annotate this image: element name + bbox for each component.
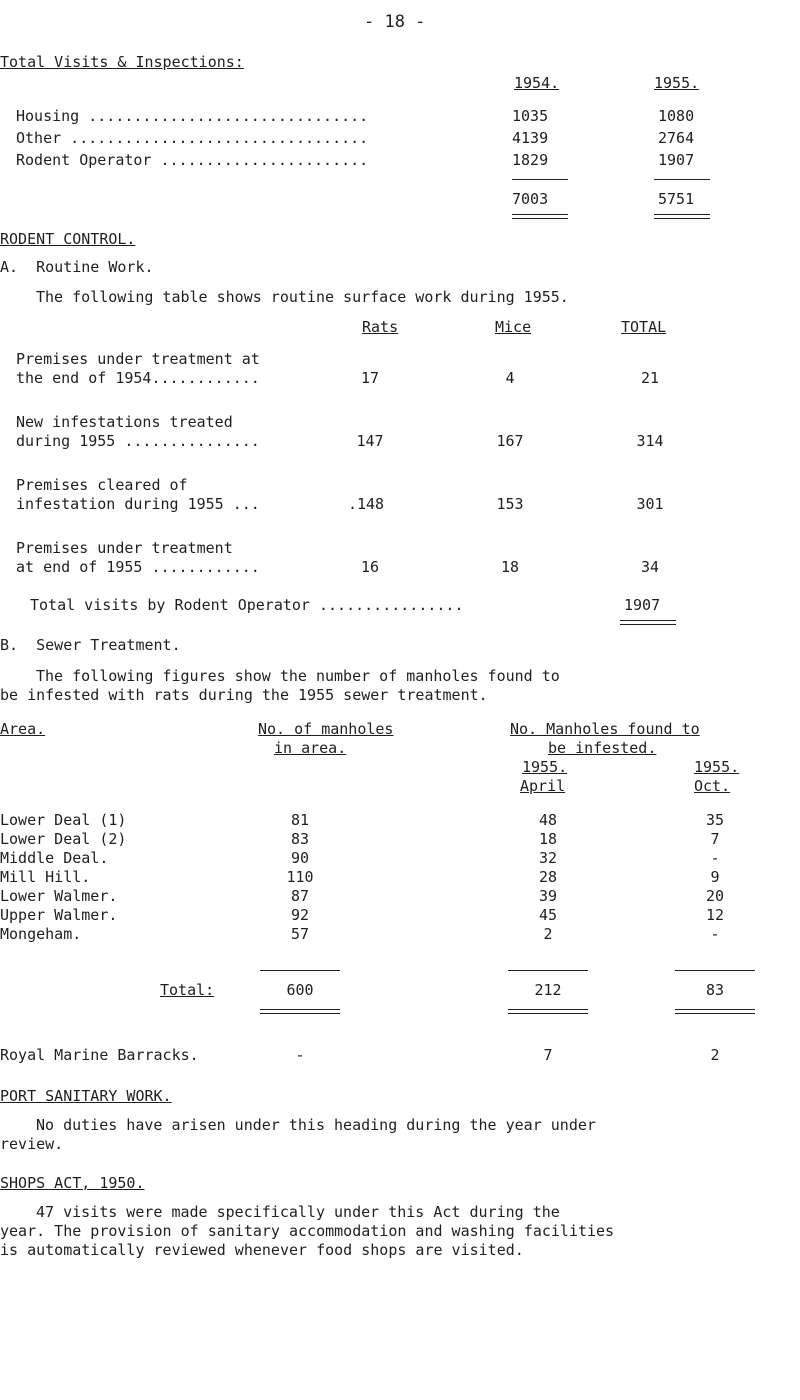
visits-row-label: Rodent Operator .......................	[16, 151, 369, 169]
rodent-mice-value: 4	[505, 369, 515, 387]
rodent-rats-value: 147	[356, 432, 384, 450]
col-total: TOTAL	[621, 318, 667, 336]
double-rule	[512, 214, 568, 219]
visits-year-1954: 1954.	[514, 74, 560, 92]
visits-row-value-1954: 1829	[512, 151, 549, 169]
sewer-april: 2	[543, 925, 553, 943]
sewer-manholes: 83	[290, 830, 310, 848]
rodent-rats-value: .148	[347, 495, 385, 513]
rodent-rats-value: 16	[360, 558, 380, 576]
rodent-total-value: 301	[636, 495, 664, 513]
section-b-heading: B. Sewer Treatment.	[0, 636, 181, 654]
visits-row-value-1955: 1080	[658, 107, 695, 125]
col-found-line1: No. Manholes found to	[510, 720, 700, 738]
sewer-oct: 20	[705, 887, 725, 905]
sewer-total-label: Total:	[160, 981, 215, 999]
visits-row-value-1954: 1035	[512, 107, 549, 125]
shops-heading: SHOPS ACT, 1950.	[0, 1174, 145, 1192]
rule	[675, 970, 755, 971]
royal-marine-manholes: -	[295, 1046, 305, 1064]
shops-text-line1: 47 visits were made specifically under this Act during the	[36, 1203, 560, 1221]
rodent-row-line1: New infestations treated	[16, 413, 233, 431]
col-month-oct: Oct.	[694, 777, 731, 795]
rodent-visits-value: 1907	[624, 596, 661, 614]
sewer-total-oct: 83	[705, 981, 725, 999]
royal-marine-oct: 2	[710, 1046, 720, 1064]
col-year-april: 1955.	[522, 758, 568, 776]
royal-marine-april: 7	[543, 1046, 553, 1064]
col-found-line2: be infested.	[548, 739, 657, 757]
sewer-total-april: 212	[534, 981, 562, 999]
col-year-oct: 1955.	[694, 758, 740, 776]
sewer-oct: -	[710, 849, 720, 867]
visits-total-1955: 5751	[658, 190, 695, 208]
rodent-heading: RODENT CONTROL.	[0, 230, 136, 248]
double-rule	[260, 1009, 340, 1014]
sewer-total-manholes: 600	[286, 981, 314, 999]
rodent-row-line1: Premises cleared of	[16, 476, 188, 494]
port-text-line2: review.	[0, 1135, 64, 1153]
sewer-manholes: 87	[290, 887, 310, 905]
rodent-mice-value: 18	[500, 558, 520, 576]
double-rule	[508, 1009, 588, 1014]
rodent-visits-label: Total visits by Rodent Operator ................	[30, 596, 464, 614]
visits-title: Total Visits & Inspections:	[0, 53, 244, 71]
rodent-total-value: 314	[636, 432, 664, 450]
sewer-april: 45	[538, 906, 558, 924]
col-mice: Mice	[495, 318, 532, 336]
double-rule	[654, 214, 710, 219]
sewer-area: Mongeham.	[0, 925, 82, 943]
shops-text-line3: is automatically reviewed whenever food shops are visited.	[0, 1241, 524, 1259]
sewer-oct: 12	[705, 906, 725, 924]
col-area: Area.	[0, 720, 46, 738]
sewer-area: Upper Walmer.	[0, 906, 118, 924]
sewer-oct: -	[710, 925, 720, 943]
rule	[260, 970, 340, 971]
sewer-manholes: 110	[286, 868, 314, 886]
sewer-manholes: 57	[290, 925, 310, 943]
rodent-row-line2: the end of 1954............	[16, 369, 260, 387]
sewer-area: Lower Walmer.	[0, 887, 118, 905]
sewer-april: 18	[538, 830, 558, 848]
sewer-april: 32	[538, 849, 558, 867]
visits-row-label: Housing ...............................	[16, 107, 369, 125]
col-rats: Rats	[362, 318, 399, 336]
sewer-april: 39	[538, 887, 558, 905]
sewer-manholes: 90	[290, 849, 310, 867]
sewer-area: Middle Deal.	[0, 849, 109, 867]
col-manholes-line2: in area.	[274, 739, 347, 757]
sewer-april: 28	[538, 868, 558, 886]
sewer-oct: 9	[710, 868, 720, 886]
double-rule	[620, 620, 676, 625]
visits-year-1955: 1955.	[654, 74, 700, 92]
rule	[654, 179, 710, 180]
sewer-oct: 35	[705, 811, 725, 829]
rodent-row-line2: infestation during 1955 ...	[16, 495, 260, 513]
rodent-total-value: 34	[640, 558, 660, 576]
sewer-manholes: 81	[290, 811, 310, 829]
sewer-intro-line1: The following figures show the number of manholes found to	[36, 667, 560, 685]
visits-row-value-1955: 2764	[658, 129, 695, 147]
sewer-area: Mill Hill.	[0, 868, 91, 886]
col-manholes-line1: No. of manholes	[258, 720, 394, 738]
sewer-area: Lower Deal (2)	[0, 830, 127, 848]
rule	[508, 970, 588, 971]
col-month-april: April	[520, 777, 566, 795]
rodent-intro: The following table shows routine surface work during 1955.	[36, 288, 569, 306]
sewer-manholes: 92	[290, 906, 310, 924]
visits-total-1954: 7003	[512, 190, 549, 208]
double-rule	[675, 1009, 755, 1014]
shops-text-line2: year. The provision of sanitary accommodation and washing facilities	[0, 1222, 615, 1240]
rodent-row-line1: Premises under treatment	[16, 539, 233, 557]
sewer-oct: 7	[710, 830, 720, 848]
visits-row-value-1954: 4139	[512, 129, 549, 147]
rodent-row-line2: during 1955 ...............	[16, 432, 260, 450]
rodent-rats-value: 17	[360, 369, 380, 387]
visits-row-value-1955: 1907	[658, 151, 695, 169]
rodent-mice-value: 153	[496, 495, 524, 513]
sewer-april: 48	[538, 811, 558, 829]
port-text-line1: No duties have arisen under this heading during the year under	[36, 1116, 596, 1134]
rodent-mice-value: 167	[496, 432, 524, 450]
rodent-row-line1: Premises under treatment at	[16, 350, 260, 368]
rodent-row-line2: at end of 1955 ............	[16, 558, 260, 576]
royal-marine-label: Royal Marine Barracks.	[0, 1046, 199, 1064]
sewer-area: Lower Deal (1)	[0, 811, 127, 829]
sewer-intro-line2: be infested with rats during the 1955 sewer treatment.	[0, 686, 488, 704]
rodent-total-value: 21	[640, 369, 660, 387]
port-heading: PORT SANITARY WORK.	[0, 1087, 172, 1105]
rule	[512, 179, 568, 180]
page-number: - 18 -	[364, 12, 426, 32]
visits-row-label: Other .................................	[16, 129, 369, 147]
section-a-heading: A. Routine Work.	[0, 258, 154, 276]
